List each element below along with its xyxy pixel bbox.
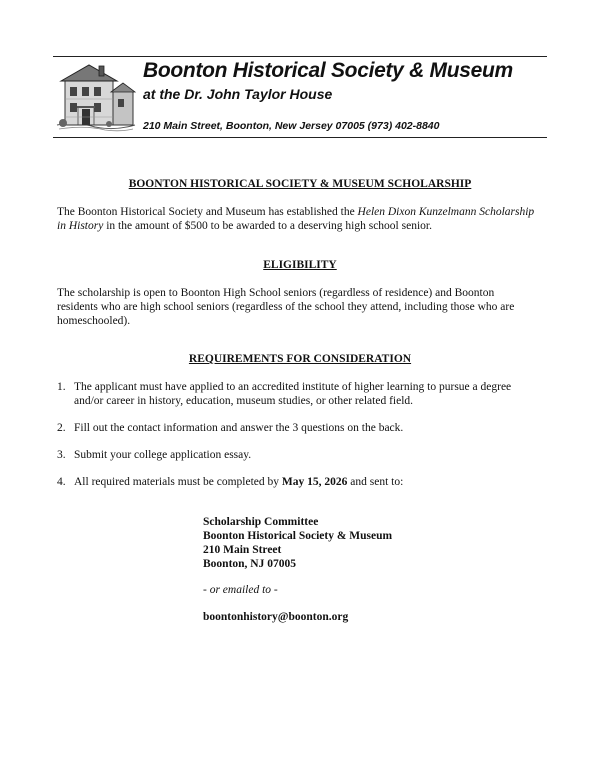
letterhead [53, 56, 547, 138]
eligibility-heading: ELIGIBILITY [263, 259, 337, 271]
mailing-line-committee: Scholarship Committee [203, 516, 319, 528]
requirement-number: 1. [57, 381, 66, 393]
document-title: BOONTON HISTORICAL SOCIETY & MUSEUM SCHOLARSHIP [128, 178, 472, 190]
deadline-date: May 15, 2026 [281, 476, 348, 488]
intro-paragraph [57, 205, 537, 233]
requirement-item [57, 380, 537, 408]
requirement-text: Submit your college application essay. [74, 449, 252, 461]
requirement-item [57, 421, 537, 435]
requirement-item [57, 475, 537, 489]
organization-name: Boonton Historical Society & Museum [143, 59, 513, 82]
or-emailed-text: - or emailed to - [203, 584, 278, 596]
requirement-text: The applicant must have applied to an accredited institute of higher learning to pursue a degree and/or career in history, education, museum studies, or other related field. [74, 381, 512, 407]
deadline-text-after: and sent to: [347, 476, 404, 488]
mailing-line-city: Boonton, NJ 07005 [203, 558, 296, 570]
eligibility-paragraph: The scholarship is open to Boonton High School seniors (regardless of residence) and Boonton residents who are high school seniors (regardless of the school they attend, including those who are homeschooled). [57, 287, 515, 327]
mailing-line-street: 210 Main Street [203, 544, 282, 556]
organization-address: 210 Main Street, Boonton, New Jersey 07005 (973) 402-8840 [143, 120, 440, 132]
requirements-heading: REQUIREMENTS FOR CONSIDERATION [188, 353, 412, 365]
deadline-text-before: All required materials must be completed by [74, 476, 282, 488]
requirement-text [74, 475, 537, 489]
intro-text-part1: The Boonton Historical Society and Museum has established the [57, 206, 358, 218]
email-address[interactable]: boontonhistory@boonton.org [203, 611, 349, 623]
requirement-item [57, 448, 537, 462]
scholarship-name: Helen Dixon Kunzelmann Scholarship in History [57, 206, 535, 232]
mailing-address [203, 515, 392, 571]
requirement-text: Fill out the contact information and answer the 3 questions on the back. [74, 422, 404, 434]
organization-subtitle: at the Dr. John Taylor House [143, 86, 333, 102]
mailing-line-organization: Boonton Historical Society & Museum [203, 530, 393, 542]
house-illustration-icon [55, 61, 137, 133]
requirement-number: 2. [57, 422, 66, 434]
intro-text-part2: in the amount of $500 to be awarded to a deserving high school senior. [103, 220, 432, 232]
requirement-number: 4. [57, 476, 66, 488]
requirement-number: 3. [57, 449, 66, 461]
